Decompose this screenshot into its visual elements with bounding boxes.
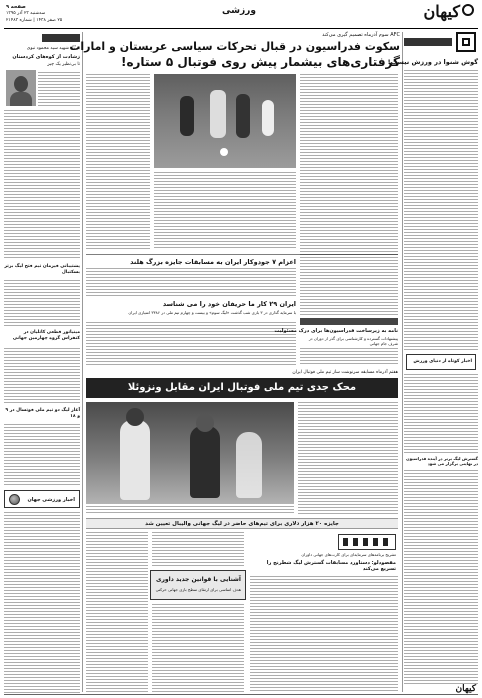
middle-text-b [86, 322, 296, 366]
masthead-rule [4, 28, 478, 29]
left-caption-3: تا بی‌نظیر یک چیز [47, 62, 80, 67]
feature-kicker: هفتم آذرماه مسابقه سرنوشت ساز تیم ملی فوتبال ایران [292, 370, 398, 375]
top-story-text-under-photo [154, 172, 296, 250]
right-column-text-1 [404, 70, 478, 352]
bottom-col-headline: مقصودلو: دستاورد مسابقات گسترش لیگ شطرنج را تسریع می‌کند [266, 560, 396, 572]
middle-headline-b: ایران ۲۹ کار ما حریفان خود را می شناسد [162, 300, 296, 308]
right-column-title: گوش شنوا در ورزش نیست! [387, 58, 478, 66]
right-column-text-3 [404, 470, 478, 686]
logo-emblem-icon [462, 4, 474, 16]
left-text-3 [4, 280, 80, 326]
right-small-box [406, 354, 476, 370]
middle-headline-c: نامه به زیرساخت فدراسیون‌ها برای درک مسئولیت [274, 328, 398, 334]
feature-headline: محک جدی تیم ملی فوتبال ایران مقابل ونزوئلا [86, 378, 398, 398]
left-text-4 [4, 348, 80, 404]
chess-logo-box [338, 534, 396, 550]
mid-rule-1 [86, 254, 398, 255]
page-line: صفحه ۹ [6, 4, 26, 10]
left-column [4, 32, 80, 694]
date-line-2: ۲۵ صفر ۱۴۳۸ | شماره ۲۱۴۸۳ [6, 18, 63, 23]
left-text-1 [38, 72, 80, 106]
middle-headline-c-sub: پیشنهادات گسترده و کارشناسی برای گذر از دوران در شرف جام جهانی [308, 336, 398, 346]
right-highlight: گسترش لیگ برتر در آینده فدراسیون در نهایتی برگزار می شود [406, 456, 478, 466]
chess-logo-icon [343, 538, 393, 546]
middle-text-a [86, 268, 296, 296]
top-story-text-left [86, 74, 150, 250]
date-line-1: سه‌شنبه ۲۳ آذر ۱۳۹۵ [6, 11, 46, 16]
top-story-headline-2: گرفتاری‌های بیشمار پیش روی فوتبال ۵ ستاره! [120, 55, 400, 69]
feature-text-right [298, 402, 398, 514]
left-item-3: آغاز لیگ دو تیم ملی فوتسال در ۹ و ۱۸ [5, 408, 80, 419]
middle-text-c [300, 348, 398, 366]
globe-icon [9, 494, 20, 505]
right-bottom-logo: کیهان [455, 684, 476, 694]
middle-subhead-b: با سرمایه گذاری در ۳ بازی شب گذشت «لیگ سوم» و بیست و چهارم تیم ملی در ۳۳۸۶ امتیازی ایران [128, 310, 296, 315]
referee-rules-box [150, 570, 246, 600]
newspaper-logo [422, 2, 474, 24]
feature-photo [86, 402, 294, 504]
referee-rules-sub: هدف اساسی برای ارتقای سطح بازی جهانی حرکتی [155, 587, 241, 592]
right-column-divider [402, 32, 403, 692]
left-item-1: پشتیبانی فیرمان تیم فتح لیگ برتر بسکتبال [4, 264, 80, 275]
bottom-text-right [250, 576, 398, 692]
referee-rules-headline: آشنایی با قوانین جدید داوری [155, 576, 241, 583]
footer-rule [4, 694, 478, 695]
feature-text-under [86, 506, 294, 514]
bottom-col-sub: تشریح برنامه‌های سرمایه‌ای برای کارت‌های جهانی داوران [301, 552, 396, 557]
left-text-2 [4, 110, 80, 260]
logo-text: کیهان [423, 2, 460, 21]
right-box-title: اخبار کوتاه از دنیای ورزش [413, 359, 472, 364]
section-title: ورزشی [222, 6, 256, 16]
bottom-text-mid [152, 532, 244, 568]
columnist-photo [6, 70, 36, 106]
bottom-text-left [86, 532, 148, 692]
top-story-kicker: AFC سوم آذرماه تصمیم گیری می‌کند [322, 32, 400, 38]
left-item-2: مینیاتور قطعی کاتلیان در کنفراس گروه چهارمین جهانی [12, 330, 80, 341]
world-sports-box [4, 490, 80, 508]
right-column [387, 32, 478, 694]
left-caption-1: به یاد شهید سید محمود نبوی [26, 46, 80, 51]
right-logo-box [456, 32, 476, 52]
left-text-5 [4, 424, 80, 486]
bottom-text-mid-2 [152, 604, 244, 692]
top-story-text-right [300, 74, 398, 316]
world-sports-title: اخبار ورزشی جهان [27, 497, 75, 503]
feature-bottom-headline: جایزه ۲۰ هزار دلاری برای تیم‌های حاضر در لیگ جهانی والیبال تعیین شد [86, 518, 398, 529]
top-story-photo [154, 74, 296, 168]
middle-headline-a: اعزام ۷ جودوکار ایران به مسابقات جایزه بزرگ هلند [130, 258, 296, 266]
top-story-headline-1: سکوت فدراسیون در قبال تحرکات سیاسی عربستان و امارات [69, 40, 400, 53]
right-tag [404, 38, 452, 46]
left-caption-2: زشادت از کوه‌های کردستان [12, 54, 80, 60]
masthead [0, 0, 482, 30]
left-column-divider [82, 32, 83, 692]
left-text-6 [4, 512, 80, 694]
right-column-text-2 [404, 374, 478, 454]
middle-tag [300, 318, 398, 325]
